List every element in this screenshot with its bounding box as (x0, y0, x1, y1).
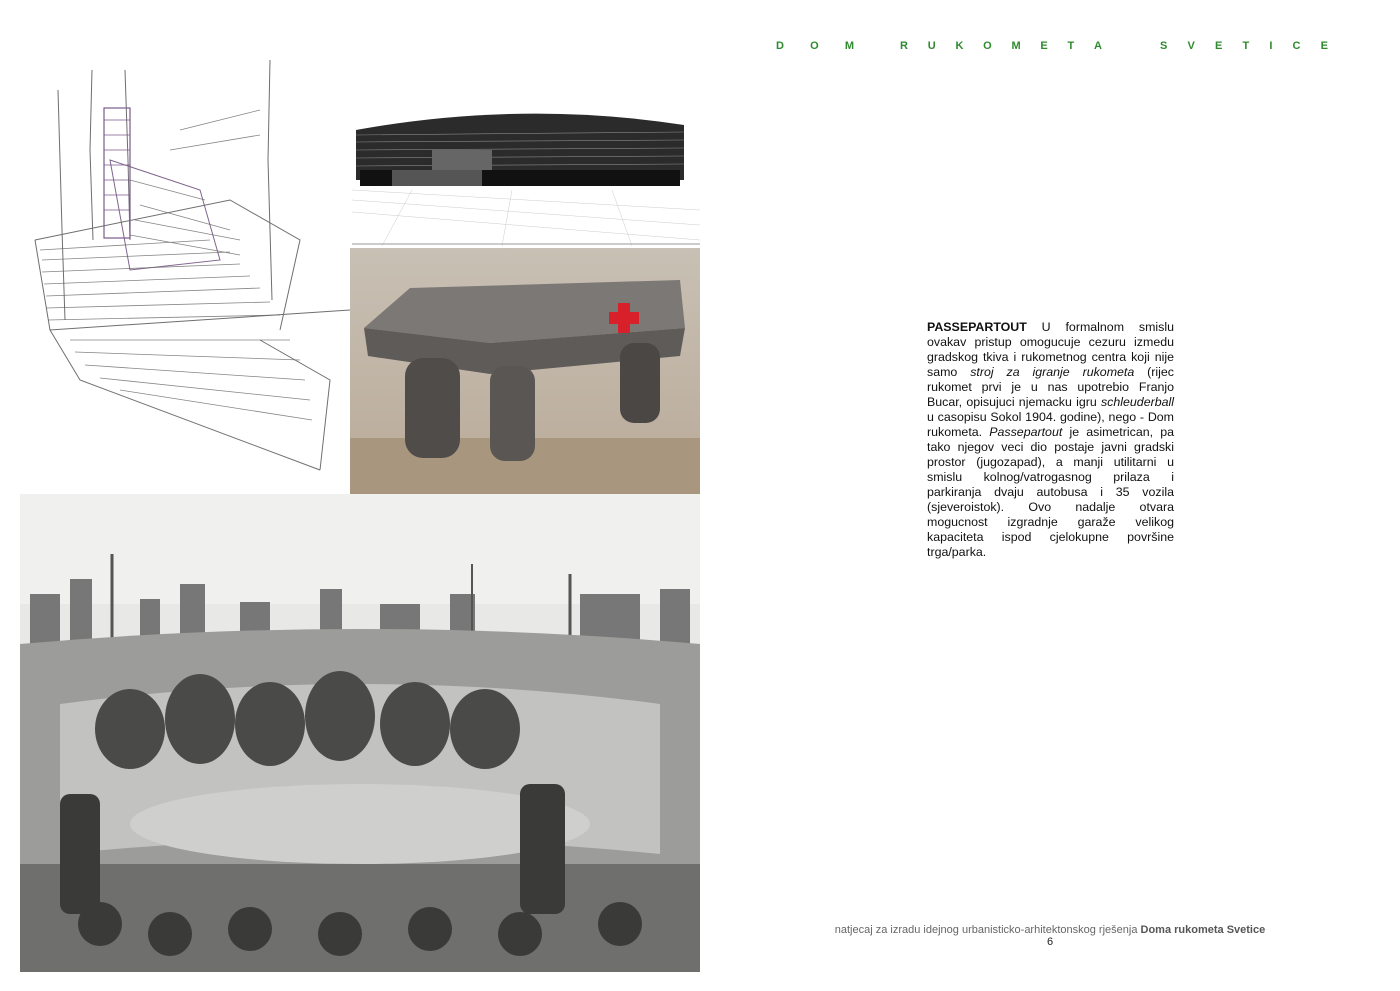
page-footer (740, 924, 1360, 936)
italic-term: stroj za igranje rukometa (970, 365, 1135, 379)
letter: E (1214, 40, 1223, 52)
letter: O (983, 40, 992, 52)
text-run: je asimetrican, pa tako njegov veci dio postaje javni gradski prostor (jugozapad), a manji utilitarni u smislu kolnog/vatrogasnog prilaza i parkiranja dvaju autobusa i 35 vozila (sjeveroistok). Ovo nadalje otvara mogucnost izgradnje garaže velikog kapaciteta ispod cjelokupne površine trga/parka. (927, 425, 1174, 559)
italic-term: schleuderball (1100, 395, 1174, 409)
letter: O (810, 40, 819, 52)
footer-text: natjecaj za izradu idejnog urbanisticko-arhitektonskog rješenja (834, 924, 1141, 936)
pencil-sketch-image (30, 40, 350, 472)
page-header (776, 40, 1336, 56)
letter: C (1292, 40, 1301, 52)
lead-term: PASSEPARTOUT (927, 320, 1027, 334)
letter: R (900, 40, 908, 52)
letter: M (844, 40, 854, 52)
letter: T (1242, 40, 1250, 52)
text-run: (rijec rukomet prvi je u nas upotrebio Franjo Bucar, opisujuci njemacku igru (927, 365, 1174, 409)
letter: I (1269, 40, 1273, 52)
header-word-svetice (1160, 40, 1328, 52)
text-run: U formalnom smislu ovakav pristup omogucuje cezuru izmedu gradskog tkiva i rukometnog centra koji nije samo (927, 320, 1174, 379)
letter: S (1160, 40, 1168, 52)
stadium-forest-drawing (20, 494, 700, 972)
letter: E (1320, 40, 1328, 52)
building-elevation-image (352, 100, 700, 246)
letter: M (1011, 40, 1021, 52)
letter: D (776, 40, 784, 52)
body-paragraph (927, 320, 1174, 560)
page-number: 6 (1046, 936, 1054, 948)
letter: U (927, 40, 936, 52)
header-word-rukometa (900, 40, 1102, 52)
letter: A (1094, 40, 1102, 52)
header-word-dom (776, 40, 854, 52)
letter: K (955, 40, 964, 52)
letter: E (1040, 40, 1048, 52)
letter: V (1187, 40, 1195, 52)
text-run: u casopisu Sokol 1904. godine), nego - Dom rukometa. (927, 410, 1174, 439)
felt-piano-photo (350, 248, 700, 494)
footer-bold: Doma rukometa Svetice (1140, 924, 1266, 936)
italic-term: Passepartout (989, 425, 1063, 439)
letter: T (1067, 40, 1075, 52)
